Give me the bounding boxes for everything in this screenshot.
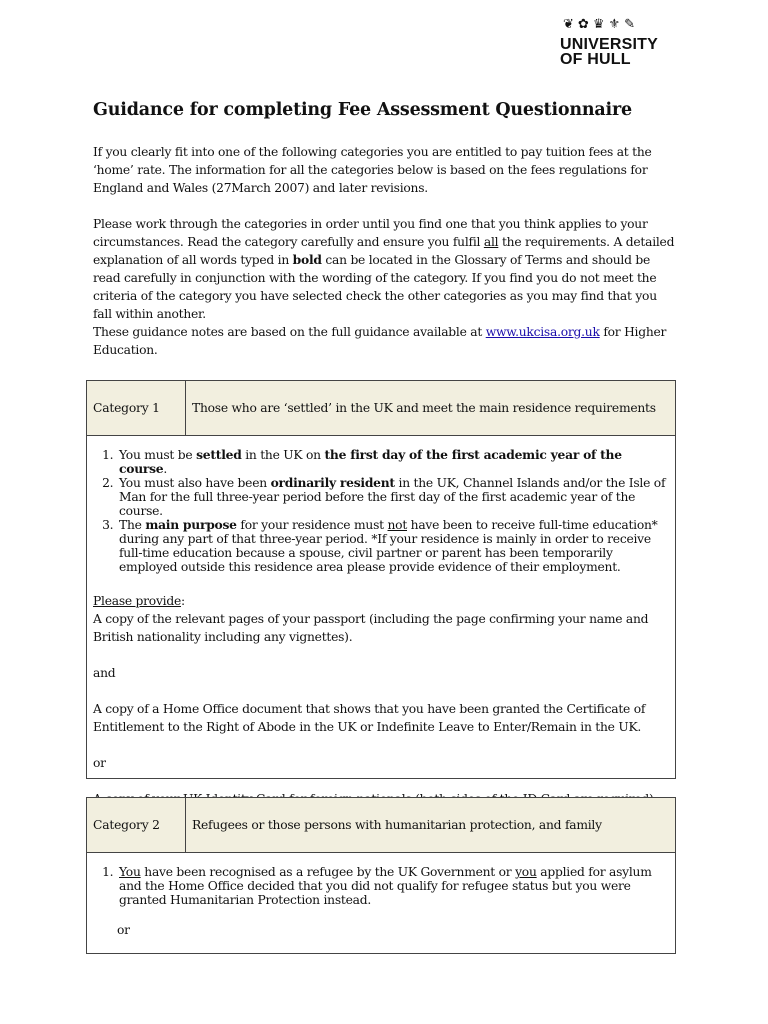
category-2-number: Category 2 [87, 798, 186, 852]
or-connector: or [117, 923, 130, 937]
crest-icon-1: ❦ [563, 17, 574, 32]
intro-paragraph-3: These guidance notes are based on the full guidance available at www.ukcisa.org.uk for Higher Education. [93, 325, 667, 357]
and-connector: and [93, 666, 116, 680]
intro-paragraph-1: If you clearly fit into one of the following categories you are entitled to pay tuition fees at the ‘home’ rate. The information for all the categories below is based on the fees regulations for England and Wales (27March 2007) and later revisions. [93, 145, 652, 195]
document-requirement-2: A copy of a Home Office document that shows that you have been granted the Certificate of Entitlement to the Right of Abode in the UK or Indefinite Leave to Enter/Remain in the UK. [93, 702, 646, 734]
crest-icon-4: ⚜ [608, 17, 621, 32]
please-provide-label: Please provide: [93, 594, 185, 608]
requirement-item: 2. You must also have been ordinarily resident in the UK, Channel Islands and/or the Isle of Man for the full three-year period before the first day of the first academic year of the course. [117, 476, 669, 518]
or-connector: or [93, 756, 106, 770]
ukcisa-link[interactable]: www.ukcisa.org.uk [485, 325, 600, 339]
category-1-box [86, 380, 676, 779]
crest-icon-5: ✎ [624, 17, 636, 32]
logo-line-2: OF HULL [560, 51, 631, 68]
category-2-title: Refugees or those persons with humanitarian protection, and family [192, 818, 602, 832]
category-2-header [87, 798, 675, 853]
category-2-requirements [93, 865, 669, 907]
page-title: Guidance for completing Fee Assessment Questionnaire [93, 100, 632, 120]
intro-paragraph-2: Please work through the categories in order until you find one that you think applies to your circumstances. Read the category carefully and ensure you fulfil all the requirements. A detailed explanation of all words typed in bold can be located in the Glossary of Terms and should be read carefully in conjunction with the wording of the category. If you find you do not meet the criteria of the category you have selected check the other categories as you may find that you fall within another. [93, 217, 675, 321]
category-1-header [87, 381, 675, 436]
requirement-item: 3. The main purpose for your residence must not have been to receive full-time education* during any part of that three-year period. *If your residence is mainly in order to receive full-time education because a spouse, civil partner or parent has been temporarily employed outside this residence area please provide evidence of their employment. [117, 518, 669, 574]
category-2-body [87, 853, 675, 943]
requirement-item: 1. You must be settled in the UK on the first day of the first academic year of the course. [117, 448, 669, 476]
document-requirement-1: A copy of the relevant pages of your passport (including the page confirming your name and British nationality including any vignettes). [93, 612, 649, 644]
crest-icon-3: ♛ [592, 17, 605, 32]
university-logo [560, 18, 680, 67]
category-1-requirements [93, 448, 669, 574]
requirement-item: 1. You have been recognised as a refugee by the UK Government or you applied for asylum and the Home Office decided that you did not qualify for refugee status but you were granted Humanitarian Protection instead. [117, 865, 669, 907]
category-1-title: Those who are ‘settled’ in the UK and meet the main residence requirements [192, 401, 656, 415]
logo-line-1: UNIVERSITY [560, 36, 659, 53]
crest-icons [563, 18, 680, 32]
crest-icon-2: ✿ [577, 17, 589, 32]
logo-wordmark [560, 37, 680, 67]
category-1-number: Category 1 [87, 381, 186, 435]
category-2-box [86, 797, 676, 954]
category-1-body [87, 436, 675, 812]
